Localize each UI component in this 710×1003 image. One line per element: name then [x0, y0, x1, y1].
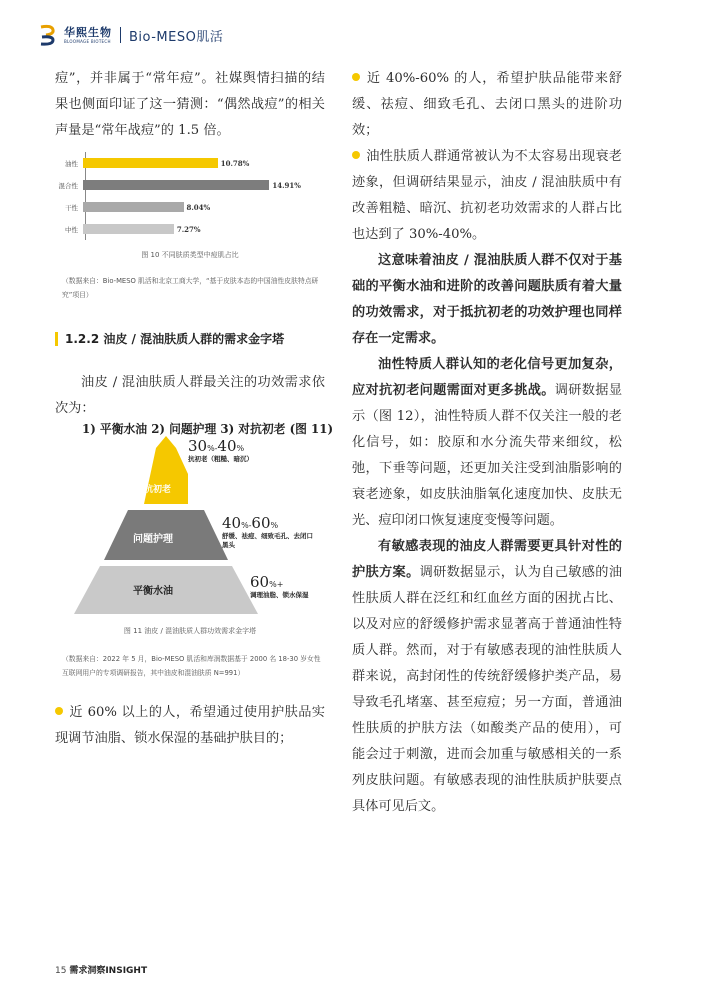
- bar-category-label: 油性: [65, 159, 78, 168]
- bar-value-label: 7.27%: [176, 224, 201, 234]
- right-bullet-2: [352, 144, 622, 248]
- section-marker: [55, 332, 58, 346]
- pct-mid-desc: 舒缓、祛痘、细致毛孔、去闭口黑头: [222, 532, 313, 549]
- pct-top-sep: %-: [207, 444, 218, 453]
- company-name-en: BLOOMAGE BIOTECH: [64, 38, 111, 44]
- right-paragraph-2: [352, 352, 622, 534]
- pyramid-top-annotation: [188, 436, 253, 464]
- bar-row: [55, 178, 301, 192]
- bar-category-label: 混合性: [58, 181, 78, 190]
- header-divider: [120, 27, 121, 43]
- p2-bold: 油性特质人群认知的老化信号更加复杂，应对抗初老问题需面对更多挑战。: [352, 357, 622, 398]
- pct-mid-tail: %: [270, 521, 279, 530]
- page-header: [38, 22, 223, 48]
- pct-top-start: 30: [188, 437, 208, 455]
- bar-category-label: 中性: [65, 225, 78, 234]
- section-title-text: 1.2.2 油皮 / 混油肤质人群的需求金字塔: [65, 332, 285, 346]
- right-bold-paragraph: 这意味着油皮 / 混油肤质人群不仅对于基础的平衡水油和进阶的改善问题肤质有着大量的功效需求，对于抵抗初老的功效护理也同样存在一定需求。: [352, 253, 622, 346]
- bar-value-label: 14.91%: [272, 180, 301, 190]
- pyramid-top-tip: [156, 436, 176, 448]
- bar: [83, 224, 174, 234]
- chart-source: （数据来自：Bio-MESO 肌活和北京工商大学，“基于皮肤本态的中国油性皮肤特点研究”项目）: [62, 277, 319, 299]
- right-bullet-1-text: 近 40%-60% 的人，希望护肤品能带来舒缓、祛痘、细致毛孔、去闭口黑头的进阶功效；: [352, 71, 622, 138]
- bar-row: [55, 222, 201, 236]
- pyramid-source: （数据来自：2022 年 5 月，Bio-MESO 肌活和库润数据基于 2000 名 18-30 岁女性互联网用户的专项调研报告，其中油皮和混油肤质 N=991）: [62, 655, 321, 677]
- pyramid-top-tier: [144, 448, 188, 504]
- pct-bot-desc: 调理油脂、锁水保湿: [250, 591, 309, 599]
- footer-title: 需求洞察INSIGHT: [69, 966, 148, 976]
- bar-category-label: 干性: [65, 203, 78, 212]
- bar-row: [55, 156, 249, 170]
- bullet-dot-icon: [352, 73, 360, 81]
- left-bullet-text: 近 60% 以上的人，希望通过使用护肤品实现调节油脂、锁水保湿的基础护肤目的；: [55, 705, 325, 746]
- pct-top-tail: %: [236, 444, 245, 453]
- p3-bold: 有敏感表现的油皮人群需要更具针对性的护肤方案。: [352, 539, 622, 580]
- right-paragraph-3: [352, 534, 622, 820]
- pyramid-middle-label: 问题护理: [133, 534, 173, 545]
- right-bullet-2-text: 油性肤质人群通常被认为不太容易出现衰老迹象，但调研结果显示，油皮 / 混油肤质中有改善粗糙、暗沉、抗初老功效需求的人群占比也达到了 30%-40%。: [352, 149, 622, 242]
- pct-top-desc: 抗初老（粗糙、暗沉）: [188, 455, 253, 463]
- bullet-dot-icon: [352, 151, 360, 159]
- brand-name: Bio-MESO肌活: [129, 29, 224, 45]
- right-bullet-1: [352, 66, 622, 144]
- pct-mid-start: 40: [222, 514, 242, 532]
- left-bullet: [55, 700, 325, 752]
- bar-value-label: 8.04%: [186, 202, 211, 212]
- right-column: [352, 66, 622, 820]
- skin-type-bar-chart: [55, 152, 325, 248]
- intro-paragraph: 痘”，并非属于“常年痘”。社媒舆情扫描的结果也侧面印证了这一猜测：“偶然战痘”的相关声量是“常年战痘”的 1.5 倍。: [55, 71, 325, 138]
- pyramid-caption: 图 11 油皮 / 混油肤质人群功效需求金字塔: [123, 627, 257, 635]
- pyramid-order: 1) 平衡水油 2) 问题护理 3) 对抗初老 (图 11): [82, 422, 334, 436]
- bar: [83, 158, 218, 168]
- p2-rest: 调研数据显示（图 12），油性特质人群不仅关注一般的老化信号，如：胶原和水分流失带来细纹，松弛，下垂等问题，还更加关注受到油脂影响的衰老迹象，如皮肤油脂氧化速度加快、皮肤无光、痘印闭口恢复速度变慢等问题。: [352, 383, 623, 528]
- company-name-cn: 华熙生物: [64, 25, 112, 39]
- pct-mid-sep: %-: [241, 521, 252, 530]
- bar: [83, 202, 184, 212]
- pyramid-intro: 油皮 / 混油肤质人群最关注的功效需求依次为：: [55, 375, 325, 416]
- pct-bot-start: 60: [250, 573, 270, 591]
- pyramid-bottom-annotation: [250, 572, 324, 600]
- bloomage-logo-icon: [38, 24, 58, 46]
- bar-value-label: 10.78%: [220, 158, 250, 168]
- bar-row: [55, 200, 210, 214]
- chart-caption: 图 10 不同肤质类型中痘肌占比: [141, 251, 239, 259]
- page-footer: [55, 963, 147, 976]
- pyramid-middle-annotation: [222, 513, 322, 550]
- section-title: [55, 330, 284, 347]
- pyramid-top-label: 对抗初老: [134, 485, 171, 495]
- p3-rest: 调研数据显示，认为自己敏感的油性肤质人群在泛红和红血丝方面的困扰占比、以及对应的舒缓修护需求显著高于普通油性特质人群。然而，对于有敏感表现的油性肤质人群来说，高封闭性的传统舒缓修护类产品，易导致毛孔堵塞、甚至痘痘；另一方面，普通油性肤质的护肤方法（如酸类产品的使用），可能会过于刺激，进而会加重与敏感相关的一系列皮肤问题。有敏感表现的油性肤质护肤要点具体可见后文。: [352, 565, 623, 814]
- pct-mid-end: 60: [251, 514, 271, 532]
- pct-bot-sep: %+: [269, 580, 284, 589]
- bar: [83, 180, 269, 190]
- page-number: 15: [55, 966, 67, 976]
- pyramid-bottom-label: 平衡水油: [133, 586, 173, 597]
- bullet-dot-icon: [55, 707, 63, 715]
- pct-top-end: 40: [217, 437, 237, 455]
